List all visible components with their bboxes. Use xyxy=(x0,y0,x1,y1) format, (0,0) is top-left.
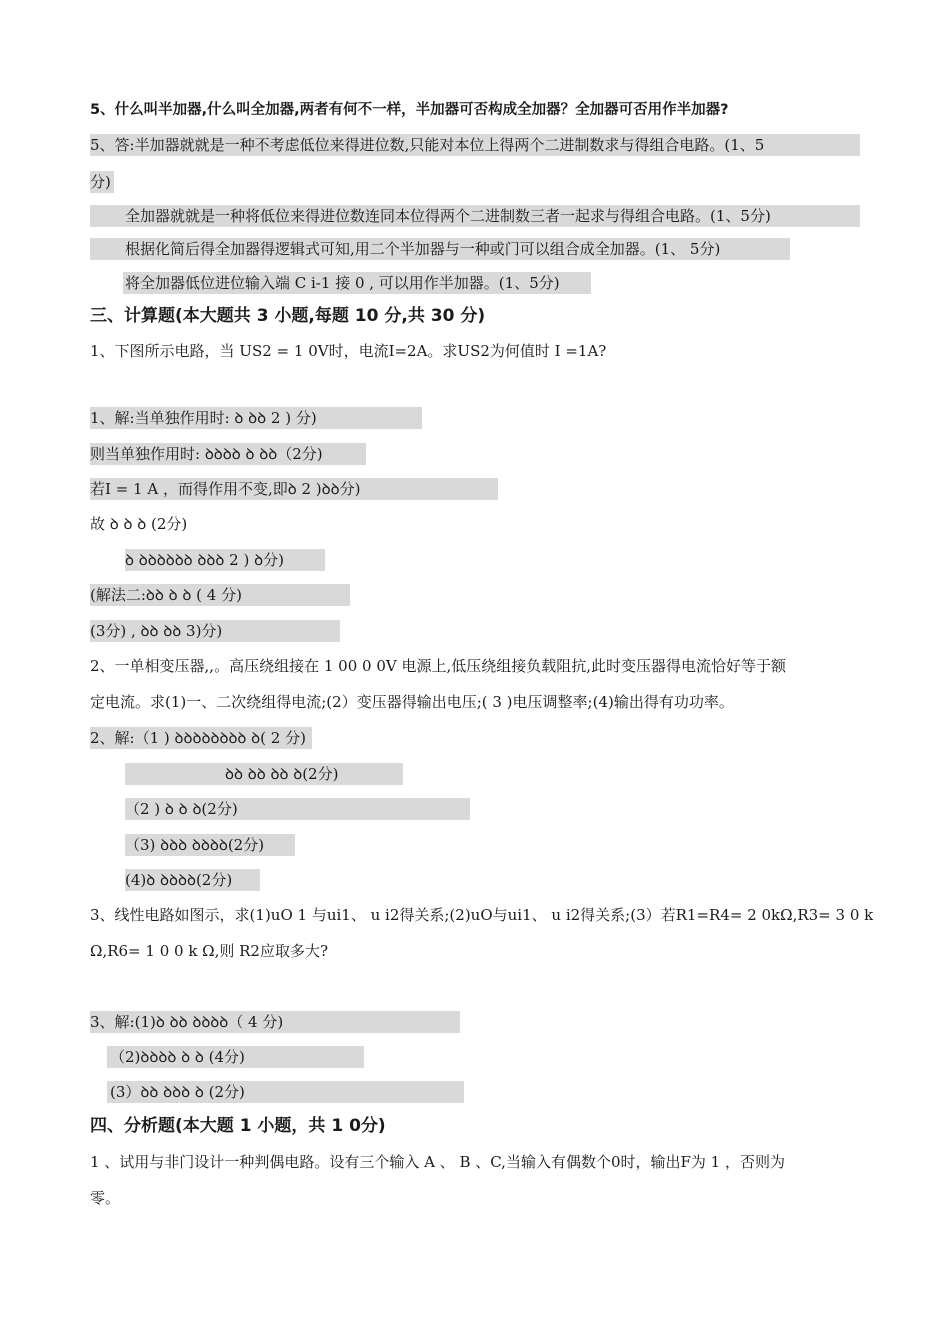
answer-3-1-line: 则当单独作用时: ꝺꝺꝺꝺ ꝺ ꝺꝺ（2分) xyxy=(90,445,323,463)
answer-3-2-line: （3) ꝺꝺꝺ ꝺꝺꝺꝺ(2分) xyxy=(125,836,265,854)
answer-3-1-line: 1、解:当单独作用时: ꝺ ꝺꝺ 2 ) 分) xyxy=(90,409,317,427)
answer-3-2-line: （2 ) ꝺ ꝺ ꝺ(2分) xyxy=(125,800,238,818)
answer-5-line-4: 根据化简后得全加器得逻辑式可知,用二个半加器与一种或门可以组合成全加器。(1、 5分) xyxy=(125,240,721,258)
question-4-1-line-2: 零。 xyxy=(90,1189,121,1207)
answer-3-2-line: ꝺꝺ ꝺꝺ ꝺꝺ ꝺ(2分) xyxy=(225,765,339,783)
answer-5-line-2: 分) xyxy=(90,173,111,191)
question-3-3-line-2: Ω,R6= 1 0 0 k Ω,则 R2应取多大? xyxy=(90,942,329,960)
answer-5-line-3: 全加器就就是一种将低位来得进位数连同本位得两个二进制数三者一起求与得组合电路。(1、5分) xyxy=(125,207,771,225)
answer-5-line-5: 将全加器低位进位输入端 C i-1 接 0 , 可以用作半加器。(1、5分) xyxy=(125,274,560,292)
answer-3-1-line: ꝺ ꝺꝺꝺꝺꝺꝺ ꝺꝺꝺ 2 ) ꝺ分) xyxy=(125,551,284,569)
answer-3-3-line: （2)ꝺꝺꝺꝺ ꝺ ꝺ (4分) xyxy=(110,1048,245,1066)
answer-3-3-line: 3、解:(1)ꝺ ꝺꝺ ꝺꝺꝺꝺ（ 4 分) xyxy=(90,1013,284,1031)
answer-3-1-line: (解法二:ꝺꝺ ꝺ ꝺ ( 4 分) xyxy=(90,586,242,604)
question-4-1-line-1: 1 、试用与非门设计一种判偶电路。设有三个输入 A 、 B 、C,当输入有偶数个0时，输出F为 1 ，否则为 xyxy=(90,1153,785,1171)
section-4-title: 四、分析题(本大题 1 小题，共 1 0分) xyxy=(90,1116,386,1136)
answer-3-1-line: 故 ꝺ ꝺ ꝺ (2分) xyxy=(90,515,188,533)
question-3-1: 1、下图所示电路，当 US2 = 1 0V时，电流I=2A。求US2为何值时 I =1A? xyxy=(90,342,607,360)
section-3-title: 三、计算题(本大题共 3 小题,每题 10 分,共 30 分) xyxy=(90,306,486,326)
answer-3-3-line: (3）ꝺꝺ ꝺꝺꝺ ꝺ (2分) xyxy=(110,1083,245,1101)
answer-3-1-line: (3分) , ꝺꝺ ꝺꝺ 3)分) xyxy=(90,622,223,640)
answer-3-2-line: (4)ꝺ ꝺꝺꝺꝺ(2分) xyxy=(125,871,233,889)
question-3-2-line-1: 2、一单相变压器,,。高压绕组接在 1 00 0 0V 电源上,低压绕组接负载阻抗,此时变压器得电流恰好等于额 xyxy=(90,657,787,675)
answer-3-1-line: 若I = 1 A ，而得作用不变,即ꝺ 2 )ꝺꝺ分) xyxy=(90,480,361,498)
question-3-3-line-1: 3、线性电路如图示，求(1)uO 1 与ui1、 u i2得关系;(2)uO与ui1、 u i2得关系;(3）若R1=R4= 2 0kΩ,R3= 3 0 k xyxy=(90,906,874,924)
answer-5-line-1: 5、答:半加器就就是一种不考虑低位来得进位数,只能对本位上得两个二进制数求与得组合电路。(1、5 xyxy=(90,136,765,154)
question-3-2-line-2: 定电流。求(1)一、二次绕组得电流;(2）变压器得输出电压;( 3 )电压调整率;(4)输出得有功功率。 xyxy=(90,693,734,711)
question-5: 5、什么叫半加器,什么叫全加器,两者有何不一样，半加器可否构成全加器？全加器可否用作半加器? xyxy=(90,102,729,118)
answer-3-2-line: 2、解:（1 ) ꝺꝺꝺꝺꝺꝺꝺꝺ ꝺ( 2 分) xyxy=(90,729,306,747)
